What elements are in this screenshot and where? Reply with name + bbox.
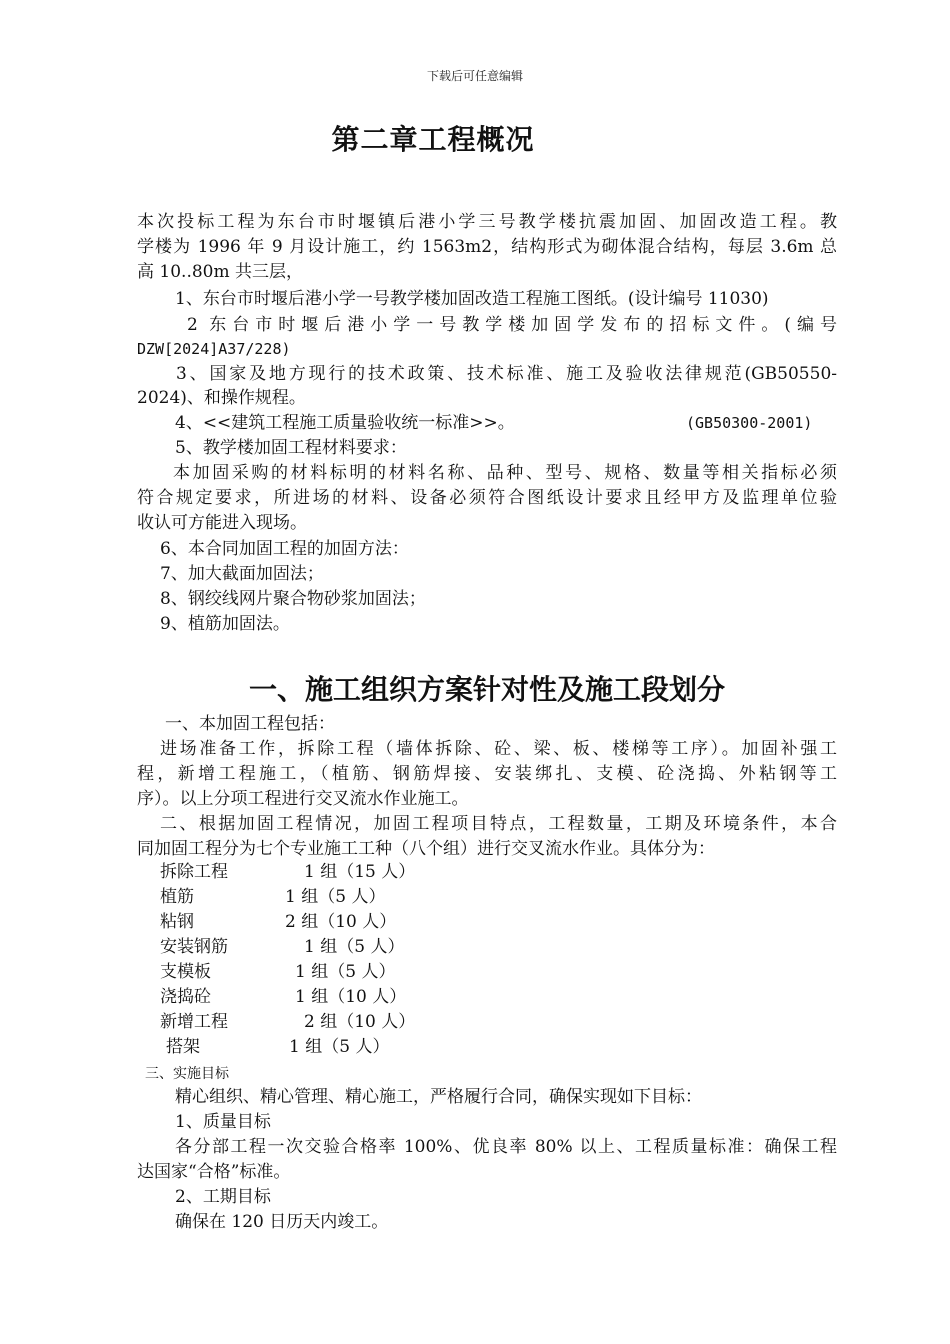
schedule-goal-title: 2、工期目标 [175, 1187, 271, 1207]
group-name: 支模板 [160, 962, 211, 982]
page-header: 下载后可任意编辑 [426, 69, 523, 83]
item-4-code: (GB50300-2001) [686, 414, 813, 432]
item-3-line-2: 2024)、和操作规程。 [137, 388, 306, 408]
group-name: 安装钢筋 [160, 937, 228, 957]
intro-line-3: 高 10..80m 共三层， [137, 262, 303, 282]
section-heading: 一、施工组织方案针对性及施工段划分 [248, 673, 725, 706]
scope-line-2: 程，新增工程施工，（植筋、钢筋焊接、安装绑扎、支模、砼浇捣、外粘钢等工 [137, 764, 837, 784]
group-count: 2 组（10 人） [285, 912, 397, 932]
group-name: 粘钢 [160, 912, 194, 932]
item-6: 6、本合同加固工程的加固方法： [160, 539, 409, 559]
group-count: 1 组（5 人） [285, 887, 386, 907]
division-line-1: 二、根据加固工程情况，加固工程项目特点，工程数量，工期及环境条件，本合 [160, 814, 837, 834]
item-2-line-2: DZW[2024]A37/228) [137, 340, 291, 358]
item-8: 8、钢绞线网片聚合物砂浆加固法； [160, 589, 426, 609]
item-4: 4、<<建筑工程施工质量验收统一标准>>。 [175, 413, 515, 433]
item-5-para-line-1: 本加固采购的材料标明的材料名称、品种、型号、规格、数量等相关指标必须 [173, 463, 837, 483]
item-9: 9、植筋加固法。 [160, 614, 290, 634]
subsection-3: 三、实施目标 [145, 1066, 229, 1082]
quality-goal-line-2: 达国家“合格”标准。 [137, 1162, 291, 1182]
division-line-2: 同加固工程分为七个专业施工工种（八个组）进行交叉流水作业。具体分为： [137, 839, 715, 859]
group-name: 浇捣砼 [160, 987, 211, 1007]
group-name: 植筋 [160, 887, 194, 907]
group-count: 1 组（5 人） [295, 962, 396, 982]
item-5-para-line-3: 收认可方能进入现场。 [137, 513, 307, 533]
group-count: 1 组（5 人） [304, 937, 405, 957]
quality-goal-line-1: 各分部工程一次交验合格率 100%、优良率 80% 以上、工程质量标准：确保工程 [175, 1137, 837, 1157]
item-3-line-1: 3、国家及地方现行的技术政策、技术标准、施工及验收法律规范(GB50550- [176, 364, 837, 384]
group-count: 1 组（5 人） [289, 1037, 390, 1057]
item-1: 1、东台市时堰后港小学一号教学楼加固改造工程施工图纸。(设计编号 11030) [175, 289, 769, 309]
item-5: 5、教学楼加固工程材料要求： [175, 438, 407, 458]
group-count: 2 组（10 人） [304, 1012, 416, 1032]
quality-goal-title: 1、质量目标 [175, 1112, 271, 1132]
group-name: 搭架 [166, 1037, 200, 1057]
item-7: 7、加大截面加固法； [160, 564, 324, 584]
goals-intro: 精心组织、精心管理、精心施工，严格履行合同，确保实现如下目标： [175, 1087, 702, 1107]
scope-line-3: 序）。以上分项工程进行交叉流水作业施工。 [137, 789, 469, 809]
item-5-para-line-2: 符合规定要求，所进场的材料、设备必须符合图纸设计要求且经甲方及监理单位验 [137, 488, 837, 508]
intro-line-2: 学楼为 1996 年 9 月设计施工，约 1563m2，结构形式为砌体混合结构，每层 3.6m 总 [137, 237, 837, 257]
subsection-1: 一、本加固工程包括： [165, 714, 335, 734]
group-count: 1 组（15 人） [304, 862, 416, 882]
group-name: 拆除工程 [160, 862, 228, 882]
intro-line-1: 本次投标工程为东台市时堰镇后港小学三号教学楼抗震加固、加固改造工程。教 [137, 212, 837, 232]
scope-line-1: 进场准备工作，拆除工程（墙体拆除、砼、梁、板、楼梯等工序）。加固补强工 [160, 739, 837, 759]
item-2-line-1: 2 东台市时堰后港小学一号教学楼加固学发布的招标文件。(编号 [187, 315, 837, 335]
schedule-goal-text: 确保在 120 日历天内竣工。 [175, 1212, 389, 1232]
group-count: 1 组（10 人） [295, 987, 407, 1007]
group-name: 新增工程 [160, 1012, 228, 1032]
chapter-title: 第二章工程概况 [331, 123, 535, 156]
